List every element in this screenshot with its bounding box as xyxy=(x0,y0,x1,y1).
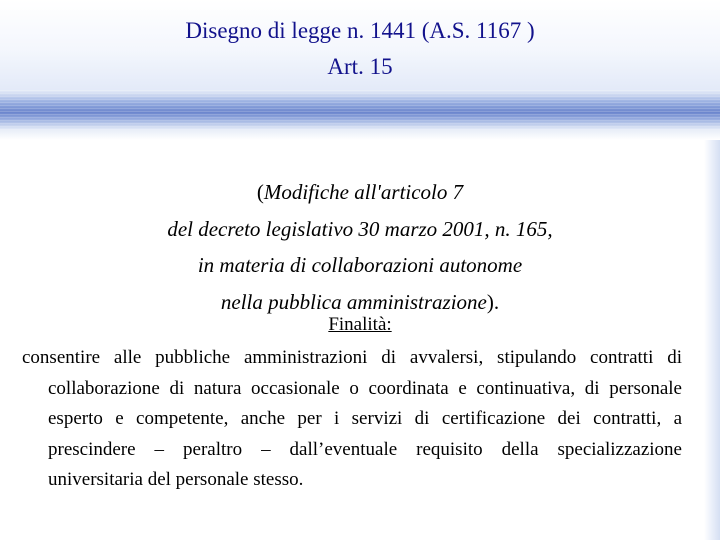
slide-title: Disegno di legge n. 1441 (A.S. 1167 ) xyxy=(185,18,535,43)
subtitle-line-3: in materia di collaborazioni autonome xyxy=(197,253,523,277)
slide-header xyxy=(0,0,720,90)
slide-article: Art. 15 xyxy=(327,54,393,79)
body-paragraph: consentire alle pubbliche amministrazioni di avvalersi, stipulando contratti di collaborazione di natura occasionale o coordinata e continuativa, di personale esperto e competente, anche per i servizi di certificazione dei contratti, a prescindere – peraltro – dall’eventuale requisito della specializzazione universitaria del personale stesso. xyxy=(22,347,682,490)
bill-subtitle xyxy=(0,174,720,320)
band-shadow xyxy=(0,130,720,140)
finalita-label: Finalità: xyxy=(328,314,392,335)
open-paren: ( xyxy=(256,180,264,204)
subtitle-line-4-text: nella pubblica amministrazione xyxy=(220,289,487,314)
close-paren: ). xyxy=(486,289,500,314)
decorative-band xyxy=(0,90,720,130)
subtitle-line-1-text: Modifiche all'articolo 7 xyxy=(263,180,464,204)
finalita-heading xyxy=(0,311,720,339)
subtitle-line-1 xyxy=(0,174,720,211)
subtitle-line-2: del decreto legislativo 30 marzo 2001, n. 165, xyxy=(167,216,553,241)
